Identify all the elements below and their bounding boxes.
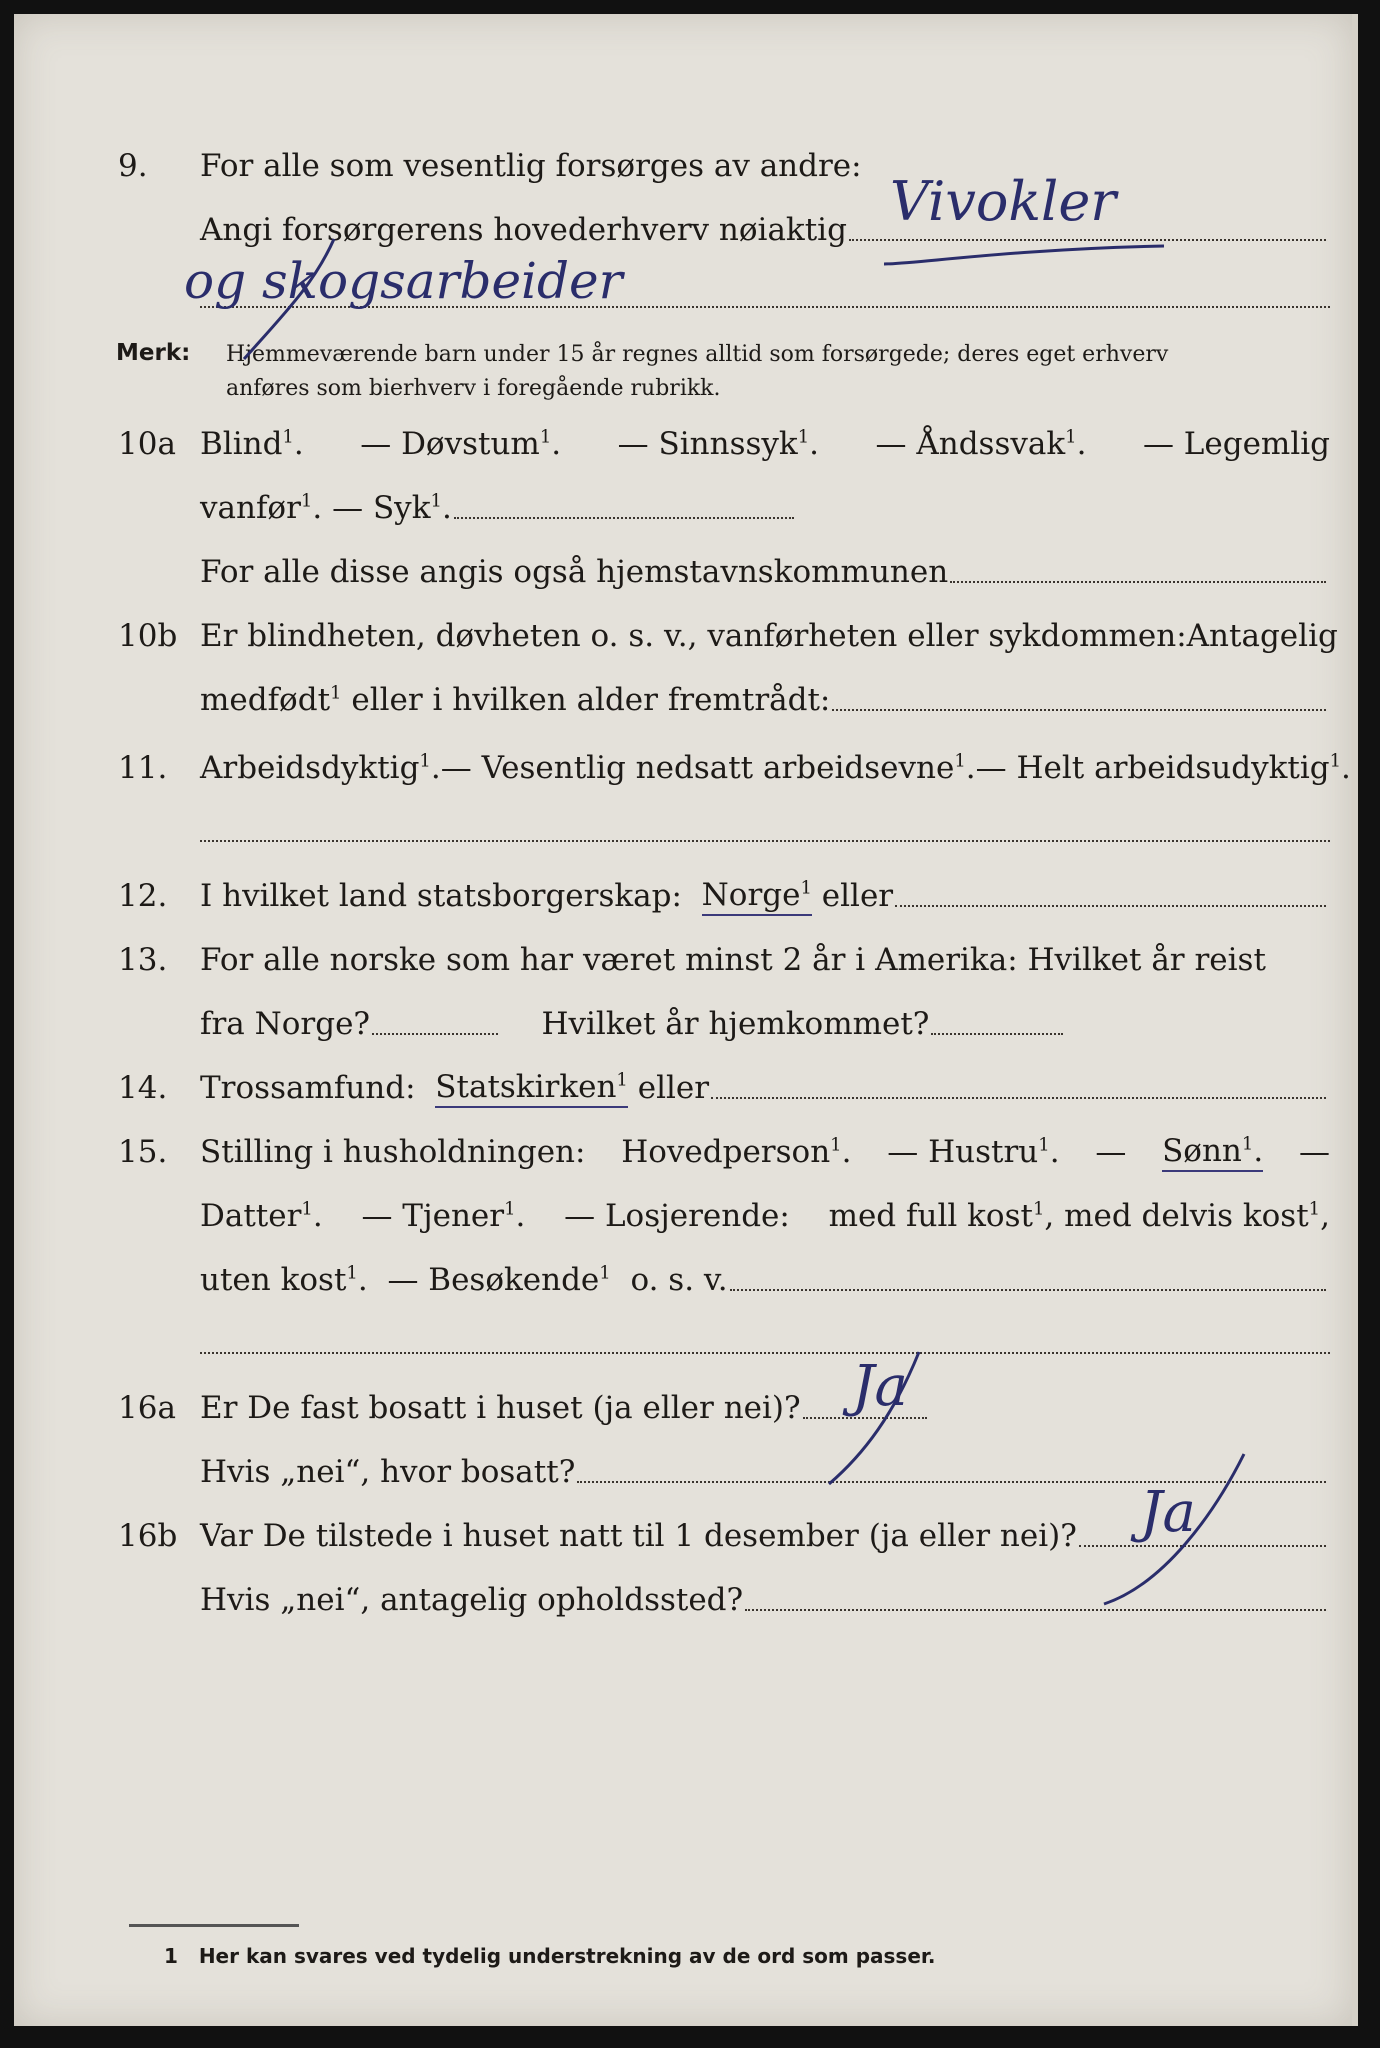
q13-row-1	[100, 928, 1330, 992]
q15-datter[interactable]: Datter$^1$.	[200, 1198, 323, 1234]
merk-line-1: Hjemmeværende barn under 15 år regnes alltid som forsørgede; deres eget erhverv	[226, 342, 1169, 367]
q13-hjemkommet-label: Hvilket år hjemkommet?	[541, 1006, 930, 1042]
q10a-row-3	[100, 540, 1330, 604]
q13-reist-label: fra Norge?	[200, 1006, 371, 1042]
q14-row	[100, 1056, 1330, 1120]
q11-answer-line[interactable]	[200, 840, 1330, 842]
q16b-number: 16b	[118, 1518, 178, 1554]
q15-answer-line[interactable]	[730, 1289, 1326, 1291]
footnote-rule	[129, 1924, 299, 1927]
q14-eller: eller	[637, 1070, 710, 1106]
q10a-hjemstavn-label: For alle disse angis også hjemstavnskommunen	[200, 554, 949, 590]
q14-number: 14.	[118, 1070, 168, 1106]
form-sheet	[14, 14, 1358, 2026]
q9-label: Angi forsørgerens hovederhverv nøiaktig	[200, 212, 847, 248]
q16a-bosatt-line[interactable]	[577, 1481, 1326, 1483]
q12-question: I hvilket land statsborgerskap:	[200, 878, 682, 914]
merk-label: Merk:	[116, 340, 191, 366]
q15-losjerende: — Losjerende:	[564, 1198, 790, 1234]
q12-row	[100, 864, 1330, 928]
q15-tjener[interactable]: — Tjener$^1$.	[361, 1198, 526, 1234]
q12-eller: eller	[821, 878, 894, 914]
census-form	[100, 134, 1351, 1632]
q16b-answer-line[interactable]	[1079, 1545, 1326, 1547]
q15-number: 15.	[118, 1134, 168, 1170]
q13-row-2	[100, 992, 1330, 1056]
q10b-answer-line[interactable]	[832, 709, 1326, 711]
q10a-syk[interactable]: — Syk$^1$.	[332, 490, 452, 526]
footnote-mark: 1	[164, 1944, 178, 1968]
q16a-question: Er De fast bosatt i huset (ja eller nei)?	[200, 1390, 801, 1426]
q10a-number: 10a	[118, 426, 176, 462]
q10a-andssvak[interactable]: — Åndssvak$^1$.	[875, 426, 1087, 462]
q10a-blind[interactable]: Blind$^1$.	[200, 426, 304, 462]
q9-answer-2: og skogsarbeider	[184, 252, 623, 310]
q15-question: Stilling i husholdningen:	[200, 1134, 586, 1170]
q10a-dovstum[interactable]: — Døvstum$^1$.	[360, 426, 562, 462]
q15-dash-2: —	[1298, 1134, 1330, 1170]
q9-question: For alle som vesentlig forsørges av andre:	[200, 148, 862, 184]
q11-nedsatt[interactable]: — Vesentlig nedsatt arbeidsevne$^1$.	[440, 750, 976, 786]
q10b-antagelig: Antagelig	[1186, 618, 1338, 654]
q15-row-4	[100, 1312, 1330, 1376]
q10b-row-2	[100, 668, 1330, 732]
q10a-legemlig[interactable]: — Legemlig	[1142, 426, 1330, 462]
footnote-text: Her kan svares ved tydelig understrekning av de ord som passer.	[198, 1944, 936, 1968]
q9-answer-1: Vivokler	[890, 170, 1117, 233]
q16b-question: Var De tilstede i huset natt til 1 desember (ja eller nei)?	[200, 1518, 1077, 1554]
q12-answer-line[interactable]	[895, 905, 1326, 907]
q15-osv: o. s. v.	[630, 1262, 728, 1298]
q15-dash-1: —	[1095, 1134, 1127, 1170]
q11-number: 11.	[118, 750, 168, 786]
q15-row-2	[100, 1184, 1330, 1248]
q10b-alder-label: eller i hvilken alder fremtrådt:	[351, 682, 831, 718]
q10a-sinnssyk[interactable]: — Sinnssyk$^1$.	[617, 426, 820, 462]
q12-norge[interactable]: Norge$^1$	[702, 877, 812, 916]
footnote	[164, 1944, 936, 1968]
q10a-row-1	[100, 412, 1330, 476]
q16b-answer: Ja	[1140, 1480, 1196, 1545]
q14-question: Trossamfund:	[200, 1070, 416, 1106]
q10b-row-1	[100, 604, 1338, 668]
q11-row-2	[100, 800, 1330, 864]
q10b-number: 10b	[118, 618, 178, 654]
q15-row-3	[100, 1248, 1330, 1312]
q10a-hjemstavn-line[interactable]	[950, 581, 1326, 583]
q16b-opholdssted-line[interactable]	[745, 1609, 1326, 1611]
q16b-row-2	[100, 1568, 1330, 1632]
q11-arbeidsdyktig[interactable]: Arbeidsdyktig$^1$.	[200, 750, 441, 786]
q13-number: 13.	[118, 942, 168, 978]
q14-statskirken[interactable]: Statskirken$^1$	[435, 1069, 628, 1108]
q11-row-1	[100, 736, 1351, 800]
q9-row-3	[100, 252, 1330, 326]
q9-number: 9.	[118, 148, 148, 184]
q15-besokende[interactable]: — Besøkende$^1$	[387, 1262, 611, 1298]
q16a-number: 16a	[118, 1390, 176, 1426]
q16a-hvis-nei: Hvis „nei“, hvor bosatt?	[200, 1454, 576, 1490]
q14-answer-line[interactable]	[711, 1097, 1326, 1099]
q16a-row-1	[100, 1354, 1330, 1440]
q11-udyktig[interactable]: — Helt arbeidsudyktig$^1$.	[975, 750, 1351, 786]
q15-answer-line-2[interactable]	[200, 1352, 1330, 1354]
q16a-answer: Ja	[852, 1354, 908, 1419]
q10a-row-2	[100, 476, 1330, 540]
q15-row-1	[100, 1120, 1330, 1184]
q10b-medfodt[interactable]: medfødt$^1$	[200, 682, 342, 718]
q15-hustru[interactable]: — Hustru$^1$.	[887, 1134, 1060, 1170]
q10b-question: Er blindheten, døvheten o. s. v., vanførheten eller sykdommen:	[200, 618, 1187, 654]
q15-hovedperson[interactable]: Hovedperson$^1$.	[621, 1134, 852, 1170]
q15-full-kost[interactable]: med full kost$^1$, med delvis kost$^1$,	[828, 1198, 1330, 1234]
q13-question: For alle norske som har været minst 2 år i Amerika: Hvilket år reist	[200, 942, 1266, 978]
q13-hjemkommet-line[interactable]	[931, 1033, 1063, 1035]
q9-row-1	[100, 134, 1330, 198]
q16b-hvis-nei: Hvis „nei“, antagelig opholdssted?	[200, 1582, 744, 1618]
q13-reist-line[interactable]	[372, 1033, 498, 1035]
q10a-syk-line[interactable]	[454, 517, 794, 519]
q15-sonn[interactable]: Sønn$^1$.	[1162, 1133, 1263, 1172]
q9-answer-line[interactable]	[849, 239, 1326, 241]
q15-uten-kost[interactable]: uten kost$^1$.	[200, 1262, 368, 1298]
q10a-vanfor[interactable]: vanfør$^1$.	[200, 490, 323, 526]
merk-line-2: anføres som bierhverv i foregående rubrikk.	[226, 376, 721, 401]
q16b-row-1	[100, 1480, 1330, 1568]
q12-number: 12.	[118, 878, 168, 914]
merk-note	[100, 326, 1330, 412]
